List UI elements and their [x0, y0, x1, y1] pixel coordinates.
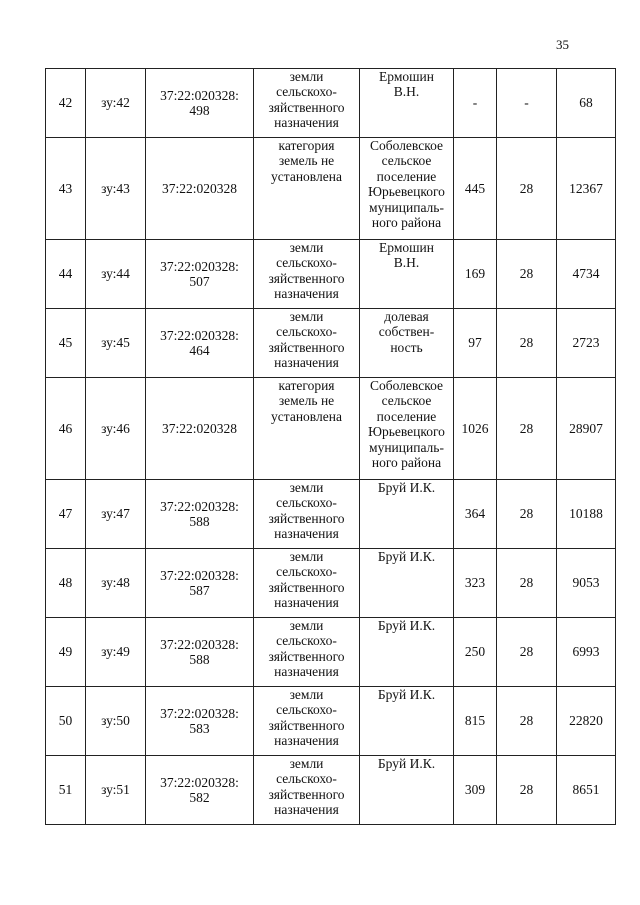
plot-code: зу:48 [86, 549, 146, 618]
value-col-1: 309 [454, 756, 497, 825]
land-category: земли сельскохо- зяйственного назначения [254, 309, 360, 378]
row-number: 48 [46, 549, 86, 618]
plot-code: зу:44 [86, 240, 146, 309]
land-category: земли сельскохо- зяйственного назначения [254, 69, 360, 138]
value-col-2: 28 [497, 618, 557, 687]
row-number: 44 [46, 240, 86, 309]
cadastral-number: 37:22:020328: 464 [146, 309, 254, 378]
table-row [46, 378, 616, 480]
cadastral-number: 37:22:020328: 588 [146, 480, 254, 549]
value-col-3: 12367 [557, 138, 616, 240]
value-col-2: 28 [497, 687, 557, 756]
owner: Бруй И.К. [360, 618, 454, 687]
value-col-3: 22820 [557, 687, 616, 756]
value-col-1: 1026 [454, 378, 497, 480]
value-col-3: 8651 [557, 756, 616, 825]
table-row [46, 138, 616, 240]
plot-code: зу:47 [86, 480, 146, 549]
land-category: земли сельскохо- зяйственного назначения [254, 687, 360, 756]
value-col-3: 68 [557, 69, 616, 138]
plot-code: зу:46 [86, 378, 146, 480]
land-category: земли сельскохо- зяйственного назначения [254, 240, 360, 309]
table-row [46, 618, 616, 687]
plot-code: зу:42 [86, 69, 146, 138]
row-number: 51 [46, 756, 86, 825]
value-col-2: 28 [497, 309, 557, 378]
table-row [46, 69, 616, 138]
table-row [46, 480, 616, 549]
land-category: категория земель не установлена [254, 138, 360, 240]
cadastral-number: 37:22:020328 [146, 138, 254, 240]
table-row [46, 309, 616, 378]
cadastral-number: 37:22:020328: 583 [146, 687, 254, 756]
table-body [46, 69, 616, 825]
owner: Бруй И.К. [360, 549, 454, 618]
cadastral-number: 37:22:020328: 587 [146, 549, 254, 618]
value-col-3: 10188 [557, 480, 616, 549]
value-col-3: 9053 [557, 549, 616, 618]
plot-code: зу:51 [86, 756, 146, 825]
value-col-2: 28 [497, 138, 557, 240]
cadastral-number: 37:22:020328: 507 [146, 240, 254, 309]
owner: Соболевское сельское поселение Юрьевецкого муниципаль- ного района [360, 138, 454, 240]
plot-code: зу:49 [86, 618, 146, 687]
page-number: 35 [556, 37, 569, 52]
value-col-3: 4734 [557, 240, 616, 309]
table-row [46, 687, 616, 756]
land-plots-table [45, 68, 616, 825]
value-col-3: 6993 [557, 618, 616, 687]
table-row [46, 240, 616, 309]
row-number: 47 [46, 480, 86, 549]
land-category: земли сельскохо- зяйственного назначения [254, 549, 360, 618]
owner: Бруй И.К. [360, 756, 454, 825]
land-category: категория земель не установлена [254, 378, 360, 480]
row-number: 43 [46, 138, 86, 240]
cadastral-number: 37:22:020328: 582 [146, 756, 254, 825]
value-col-1: 815 [454, 687, 497, 756]
value-col-2: 28 [497, 480, 557, 549]
plot-code: зу:45 [86, 309, 146, 378]
value-col-1: 250 [454, 618, 497, 687]
table-row [46, 549, 616, 618]
value-col-3: 2723 [557, 309, 616, 378]
value-col-1: 169 [454, 240, 497, 309]
cadastral-number: 37:22:020328: 588 [146, 618, 254, 687]
value-col-2: - [497, 69, 557, 138]
value-col-3: 28907 [557, 378, 616, 480]
owner: долевая собствен- ность [360, 309, 454, 378]
row-number: 50 [46, 687, 86, 756]
value-col-1: 445 [454, 138, 497, 240]
plot-code: зу:50 [86, 687, 146, 756]
table-row [46, 756, 616, 825]
row-number: 46 [46, 378, 86, 480]
value-col-1: 97 [454, 309, 497, 378]
land-category: земли сельскохо- зяйственного назначения [254, 618, 360, 687]
owner: Бруй И.К. [360, 687, 454, 756]
land-category: земли сельскохо- зяйственного назначения [254, 756, 360, 825]
cadastral-number: 37:22:020328 [146, 378, 254, 480]
owner: Ермошин В.Н. [360, 69, 454, 138]
plot-code: зу:43 [86, 138, 146, 240]
value-col-2: 28 [497, 240, 557, 309]
owner: Бруй И.К. [360, 480, 454, 549]
row-number: 49 [46, 618, 86, 687]
value-col-2: 28 [497, 378, 557, 480]
row-number: 45 [46, 309, 86, 378]
owner: Ермошин В.Н. [360, 240, 454, 309]
row-number: 42 [46, 69, 86, 138]
owner: Соболевское сельское поселение Юрьевецкого муниципаль- ного района [360, 378, 454, 480]
value-col-2: 28 [497, 549, 557, 618]
value-col-1: 323 [454, 549, 497, 618]
value-col-2: 28 [497, 756, 557, 825]
value-col-1: - [454, 69, 497, 138]
land-category: земли сельскохо- зяйственного назначения [254, 480, 360, 549]
cadastral-number: 37:22:020328: 498 [146, 69, 254, 138]
value-col-1: 364 [454, 480, 497, 549]
